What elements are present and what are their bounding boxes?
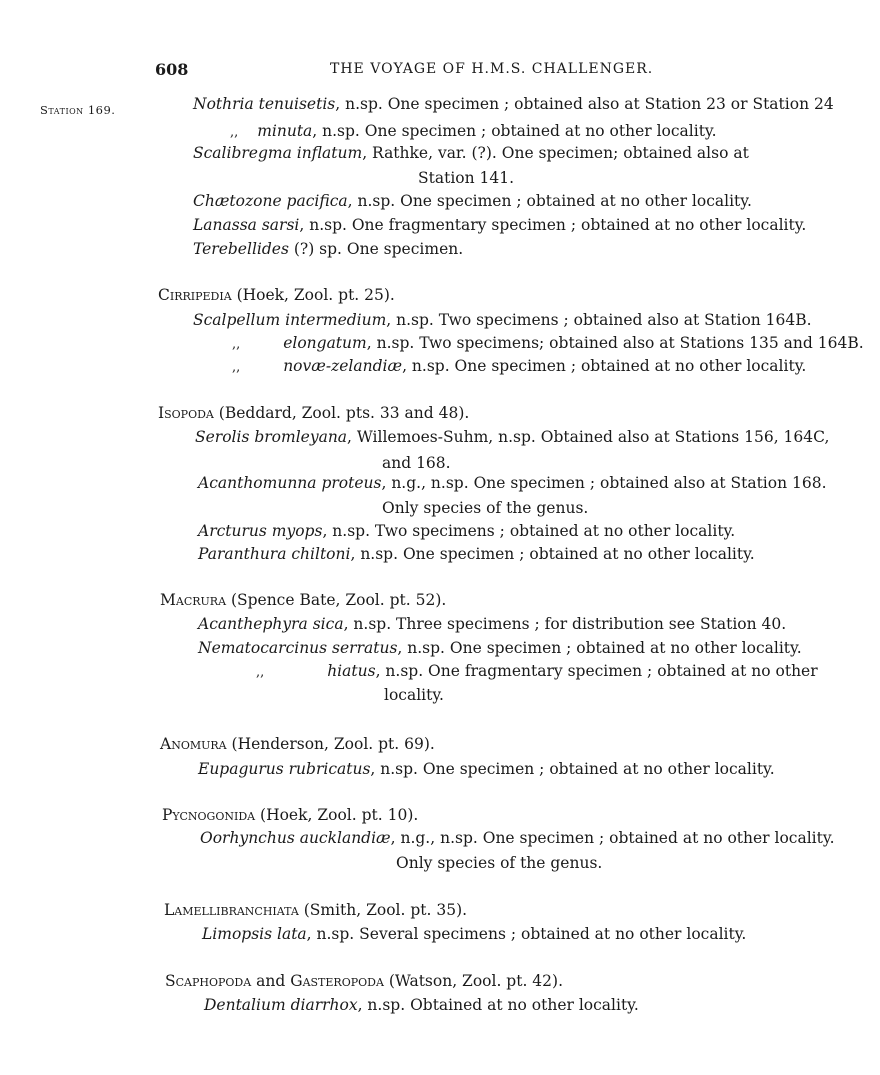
group-name: Gasteropoda (290, 972, 384, 990)
entry-novae-zelandiae (232, 359, 806, 375)
section-reference: (Hoek, Zool. pt. 25). (231, 286, 395, 304)
entry-limopsis (202, 927, 746, 943)
section-reference: (Spence Bate, Zool. pt. 52). (226, 591, 447, 609)
entry-scalibregma (193, 146, 749, 162)
entry-acanthomunna (198, 476, 827, 492)
entry-terebellides (193, 242, 463, 258)
entry-text: , n.sp. One fragmentary specimen ; obtained at no other locality. (299, 216, 807, 234)
species-name: Nothria tenuisetis (193, 95, 336, 113)
entry-serolis (195, 430, 829, 446)
species-name: elongatum (283, 334, 367, 352)
section-heading-lamellibranchiata (164, 901, 467, 919)
section-reference: (Hoek, Zool. pt. 10). (255, 806, 419, 824)
entry-scalpellum (193, 313, 812, 329)
entry-eupagurus (198, 762, 775, 778)
entry-text: , n.sp. One specimen ; obtained at no other locality. (370, 760, 775, 778)
group-name: Macrura (160, 591, 227, 609)
species-name: Eupagurus rubricatus (198, 760, 371, 778)
entry-text: , n.sp. Obtained at no other locality. (357, 996, 639, 1014)
group-conjunction: and (251, 972, 291, 990)
species-name: Chætozone pacifica (193, 192, 348, 210)
entry-continuation: Only species of the genus. (382, 499, 589, 517)
entry-text: , n.g., n.sp. One specimen ; obtained also at Station 168. (381, 474, 827, 492)
species-name: Terebellides (193, 240, 289, 258)
section-reference: (Beddard, Zool. pts. 33 and 48). (213, 404, 470, 422)
ditto-mark: ,, (230, 125, 239, 140)
entry-text: , n.sp. One fragmentary specimen ; obtained at no other (375, 662, 818, 680)
station-label: Station 169. (40, 103, 116, 117)
species-name: Limopsis lata (202, 925, 307, 943)
entry-text: , n.g., n.sp. One specimen ; obtained at no other locality. (390, 829, 835, 847)
species-name: Nematocarcinus serratus (198, 639, 398, 657)
section-reference: (Henderson, Zool. pt. 69). (226, 735, 435, 753)
page-number: 608 (155, 60, 189, 79)
species-name: Scalpellum intermedium (193, 311, 387, 329)
species-name: Paranthura chiltoni (198, 545, 351, 563)
group-name: Scaphopoda (165, 972, 252, 990)
group-name: Lamellibranchiata (164, 901, 299, 919)
entry-text: , n.sp. Two specimens ; obtained at no other locality. (322, 522, 736, 540)
group-name: Cirripedia (158, 286, 232, 304)
species-name: Acanthephyra sica (198, 615, 344, 633)
entry-nematocarcinus (198, 641, 802, 657)
species-name: Serolis bromleyana (195, 428, 348, 446)
section-heading-scaphopoda-gasteropoda (165, 972, 563, 990)
entry-hiatus (256, 664, 818, 680)
species-name: novæ-zelandiæ (283, 357, 403, 375)
species-name: Arcturus myops (198, 522, 323, 540)
section-reference: (Smith, Zool. pt. 35). (298, 901, 468, 919)
section-heading-macrura (160, 591, 446, 609)
entry-text: , Rathke, var. (?). One specimen; obtained also at (362, 144, 749, 162)
group-name: Anomura (160, 735, 227, 753)
entry-dentalium (204, 998, 639, 1014)
entry-text: , n.sp. One specimen ; obtained at no other locality. (402, 357, 807, 375)
entry-nothria (193, 97, 834, 113)
species-name: Scalibregma inflatum (193, 144, 363, 162)
section-heading-isopoda (158, 404, 469, 422)
entry-text: , n.sp. Two specimens ; obtained also at Station 164B. (386, 311, 812, 329)
entry-continuation: and 168. (382, 454, 451, 472)
running-title: THE VOYAGE OF H.M.S. CHALLENGER. (330, 61, 654, 77)
section-heading-cirripedia (158, 286, 395, 304)
entry-text: , n.sp. Several specimens ; obtained at no other locality. (306, 925, 747, 943)
section-heading-anomura (160, 735, 435, 753)
species-name: Acanthomunna proteus (198, 474, 382, 492)
entry-minuta (230, 124, 717, 140)
entry-text: , n.sp. Three specimens ; for distribution see Station 40. (343, 615, 787, 633)
entry-continuation: locality. (384, 686, 444, 704)
entry-oorhynchus (200, 831, 835, 847)
species-name: hiatus (327, 662, 376, 680)
entry-paranthura (198, 547, 755, 563)
entry-text: , n.sp. One specimen ; obtained at no other locality. (312, 122, 717, 140)
entry-chaetozone (193, 194, 752, 210)
entry-acanthephyra (198, 617, 786, 633)
group-name: Isopoda (158, 404, 214, 422)
ditto-mark: ,, (232, 360, 241, 375)
species-name: Lanassa sarsi (193, 216, 300, 234)
entry-text: , Willemoes-Suhm, n.sp. Obtained also at Stations 156, 164C, (347, 428, 830, 446)
entry-continuation: Only species of the genus. (396, 854, 603, 872)
entry-arcturus (198, 524, 735, 540)
entry-continuation: Station 141. (418, 169, 515, 187)
species-name: Dentalium diarrhox (204, 996, 358, 1014)
section-heading-pycnogonida (162, 806, 418, 824)
ditto-mark: ,, (256, 665, 265, 680)
species-name: minuta (257, 122, 313, 140)
group-name: Pycnogonida (162, 806, 256, 824)
entry-lanassa (193, 218, 806, 234)
entry-text: (?) sp. One specimen. (288, 240, 464, 258)
entry-text: , n.sp. Two specimens; obtained also at Stations 135 and 164B. (366, 334, 864, 352)
species-name: Oorhynchus aucklandiæ (200, 829, 391, 847)
ditto-mark: ,, (232, 337, 241, 352)
section-reference: (Watson, Zool. pt. 42). (383, 972, 564, 990)
entry-text: , n.sp. One specimen ; obtained at no other locality. (350, 545, 755, 563)
entry-elongatum (232, 336, 864, 352)
entry-text: , n.sp. One specimen ; obtained at no other locality. (347, 192, 752, 210)
entry-text: , n.sp. One specimen ; obtained also at Station 23 or Station 24 (335, 95, 834, 113)
entry-text: , n.sp. One specimen ; obtained at no other locality. (397, 639, 802, 657)
